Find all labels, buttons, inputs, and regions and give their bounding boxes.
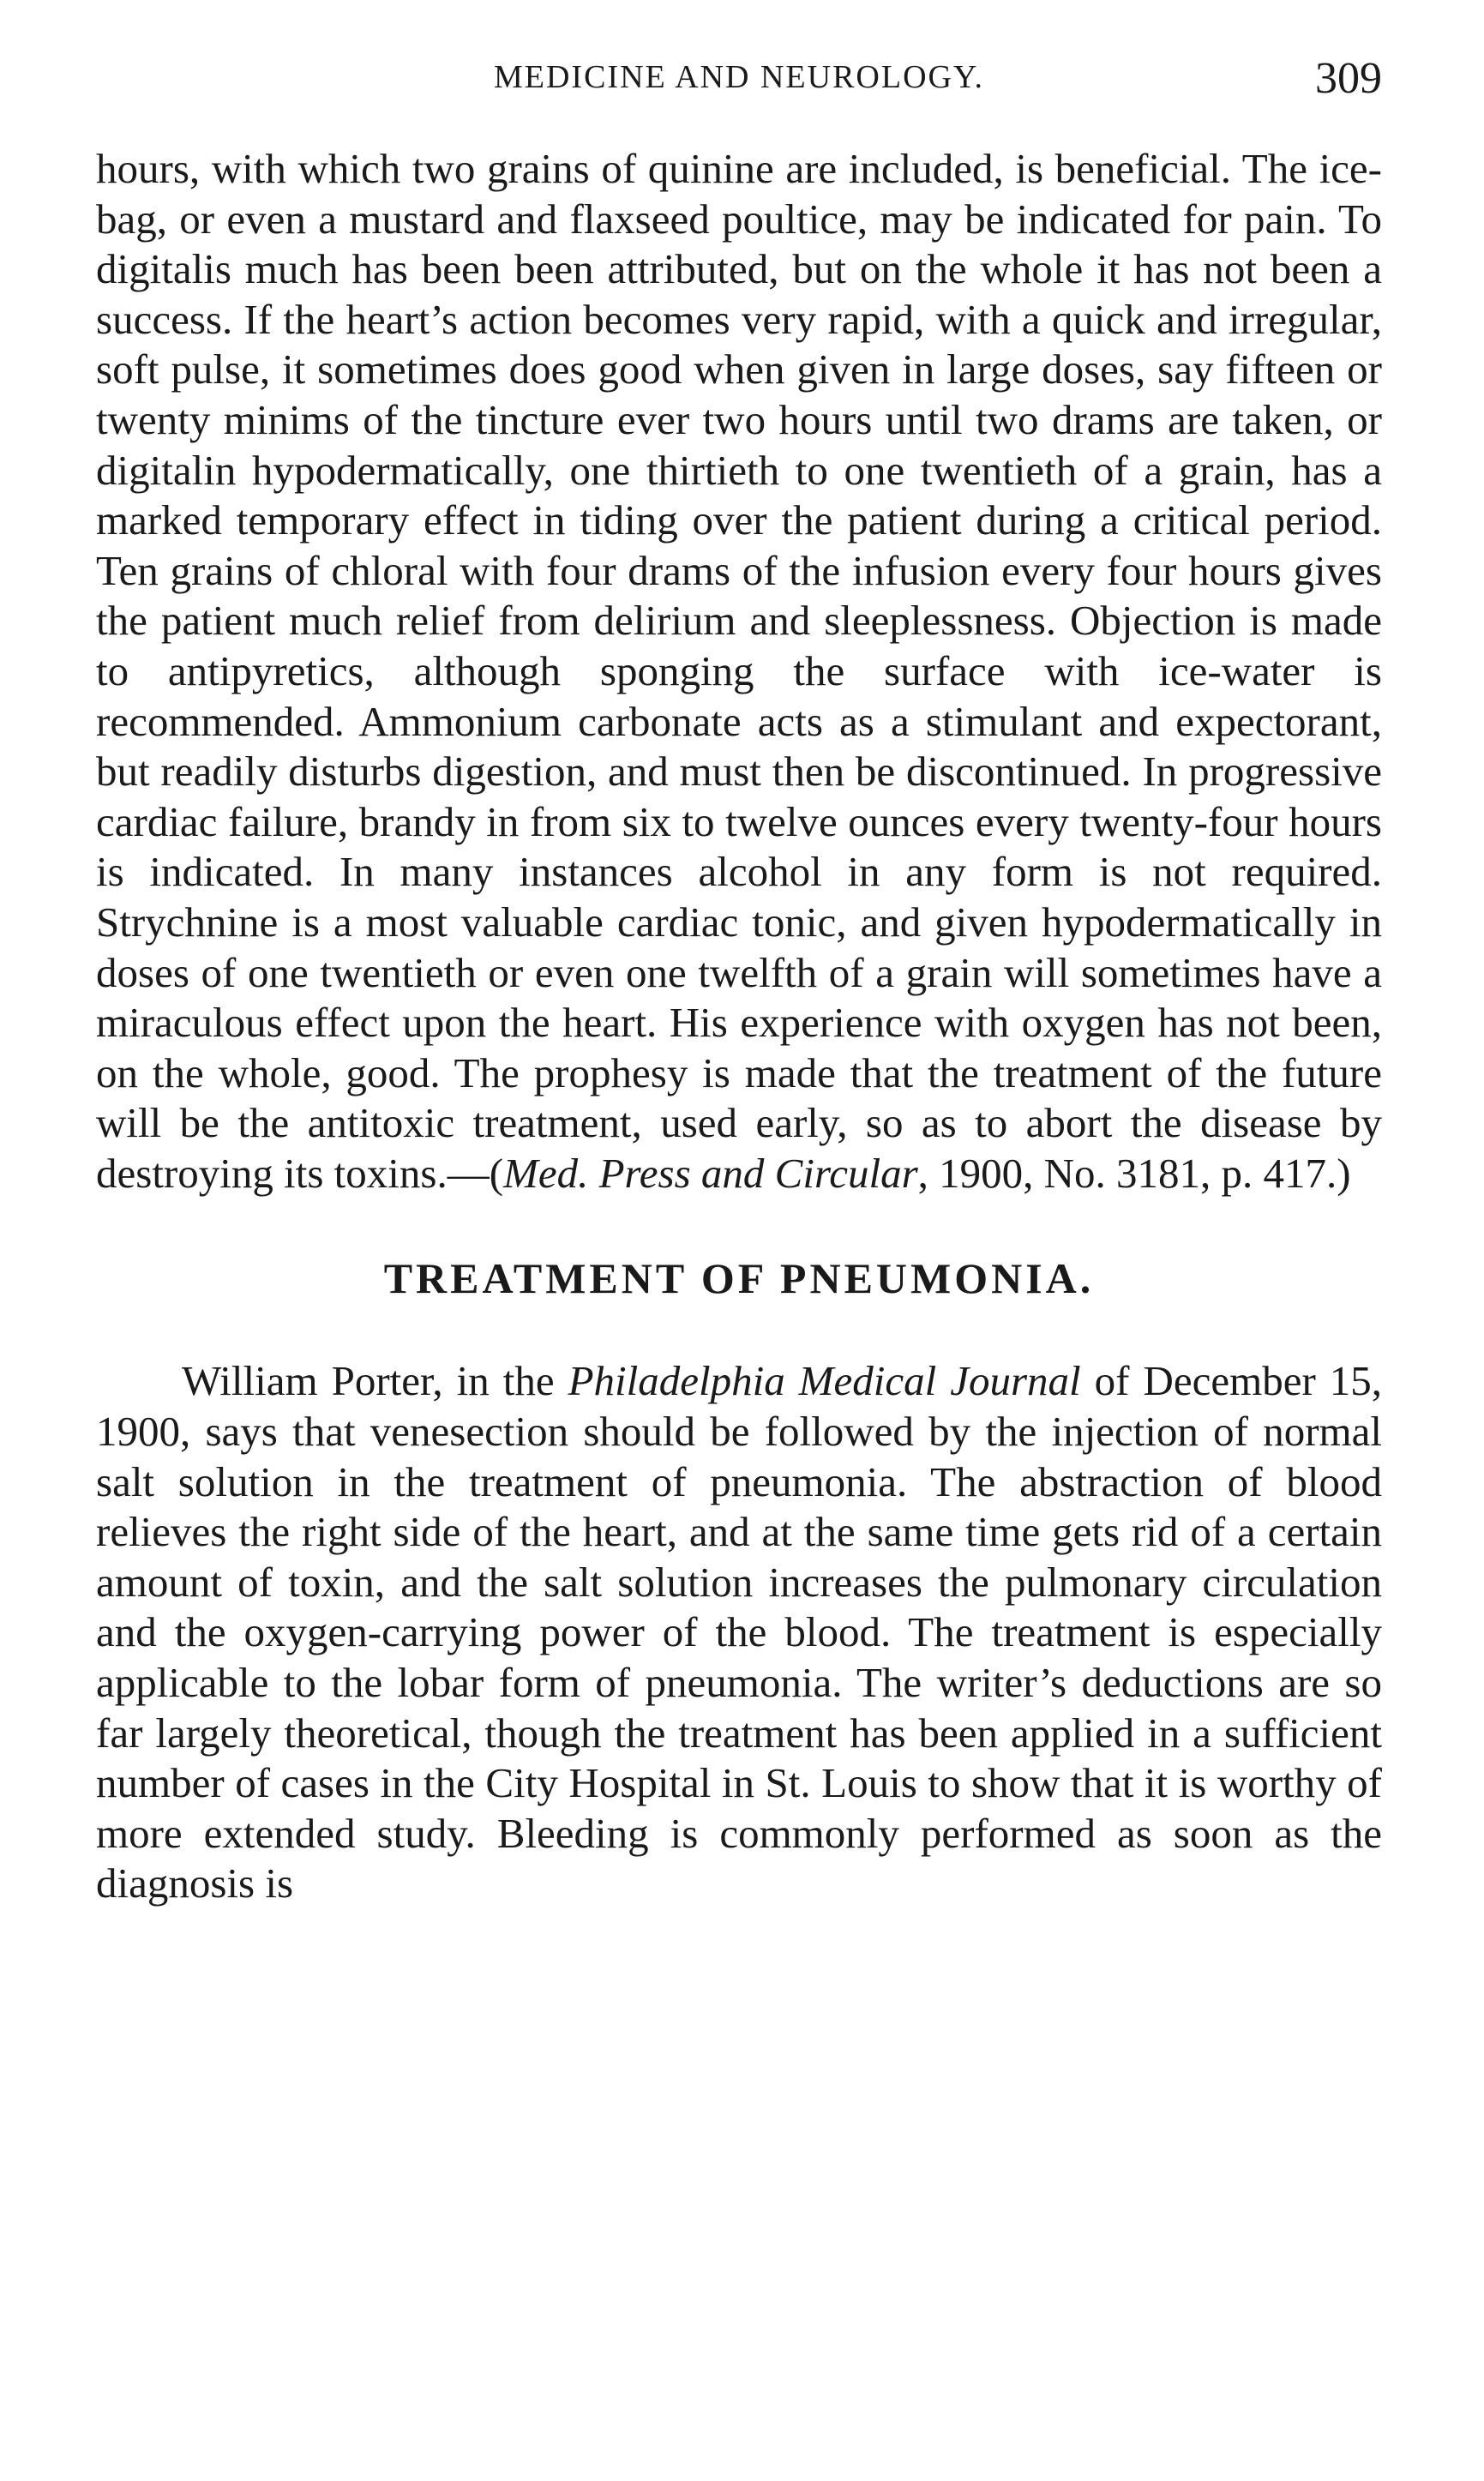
- running-head: [96, 54, 1382, 127]
- section-heading: TREATMENT OF PNEUMONIA.: [383, 1254, 1095, 1303]
- paragraph-text: of December 15, 1900, says that venesection should be followed by the injection of normal salt solution in the treatment of pneumonia. The abstraction of blood relieves the right side of the heart, and at the same time gets rid of a certain amount of toxin, and the salt solution increases the pulmonary circulation and the oxygen-carrying power of the blood. The treatment is especially applicable to the lobar form of pneumonia. The writer’s deductions are so far largely theoretical, though the treatment has been applied in a sufficient number of cases in the City Hospital in St. Louis to show that it is worthy of more extended study. Bleeding is commonly performed as soon as the diagnosis is: [96, 1357, 1382, 1907]
- body-text: [96, 144, 1382, 1909]
- journal-name: Philadelphia Medical Journal: [568, 1357, 1081, 1405]
- paragraph-pneumonia: [96, 1356, 1382, 1909]
- running-title: MEDICINE AND NEUROLOGY.: [493, 59, 984, 95]
- citation-details: , 1900, No. 3181, p. 417.): [917, 1149, 1351, 1197]
- paragraph-lead: William Porter, in the: [182, 1357, 568, 1405]
- page-number: 309: [1315, 54, 1382, 103]
- paragraph-continued: [96, 144, 1382, 1198]
- paragraph-text: hours, with which two grains of quinine are included, is beneficial. The ice-bag, or even a mustard and flaxseed poultice, may be indicated for pain. To digitalis much has been been attributed, but on the whole it has not been a success. If the heart’s action becomes very rapid, with a quick and irregular, soft pulse, it sometimes does good when given in large doses, say fifteen or twenty minims of the tincture ever two hours until two drams are taken, or digitalin hypodermatically, one thirtieth to one twentieth of a grain, has a marked temporary effect in tiding over the patient during a critical period. Ten grains of chloral with four drams of the infusion every four hours gives the patient much relief from delirium and sleeplessness. Objection is made to antipyretics, although sponging the surface with ice-water is recommended. Ammonium carbonate acts as a stimulant and expectorant, but readily disturbs digestion, and must then be discontinued. In progressive cardiac failure, brandy in from six to twelve ounces every twenty-four hours is indicated. In many instances alcohol in any form is not required. Strychnine is a most valuable cardiac tonic, and given hypodermatically in doses of one twentieth or even one twelfth of a grain will sometimes have a miraculous effect upon the heart. His experience with oxygen has not been, on the whole, good. The prophesy is made that the treatment of the future will be the antitoxic treatment, used early, so as to abort the disease by destroying its toxins.—(: [96, 145, 1382, 1197]
- citation-journal: Med. Press and Circular: [503, 1149, 918, 1197]
